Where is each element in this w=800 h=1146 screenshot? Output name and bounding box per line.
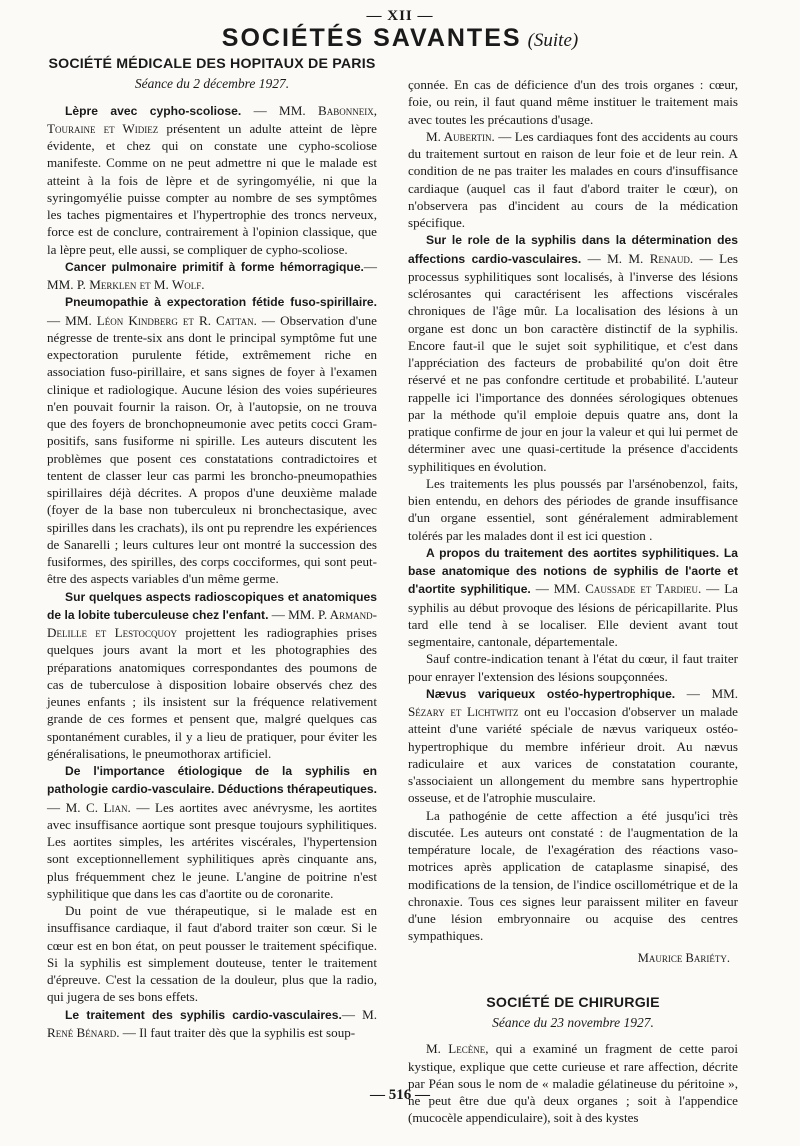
article-aubertin: M. Aubertin. — Les cardiaques font des accidents au cours du traitement surtout en raison de leur foie et de leur rein. A condition de ne pas traiter les malades en cours d'insuffisance cardiaque (auquel cas il faut d'abord traiter le cœur), on n'observera pas d'incident au cours de la médication spécifique.	[408, 128, 738, 230]
article-title: Nævus variqueux ostéo-hypertrophique.	[426, 686, 676, 701]
article-authors: M. M. Renaud.	[607, 250, 694, 266]
article-paragraph: Du point de vue thérapeutique, si le malade est en insuffisance cardiaque, il faut d'abord traiter son cœur. Si le cœur est en bon état, on peut pousser le traitement spécifique. Si la syphilis est simplement douteuse, tenter le traitement d'épreuve. C'est la cessation de la douleur, plus que la radio, qui jugera de ses bons effets.	[47, 903, 377, 1005]
society-heading: SOCIÉTÉ MÉDICALE DES HOPITAUX DE PARIS	[48, 56, 376, 72]
article-body: qui a examiné un fragment de cette paroi kystique, explique que cette curieuse et rare affection, décrite par Péan sous le nom de « maladie gélatineuse du péritoine », ne peut être due qu'à deux organes ; soit à l'appendice (mucocèle appendiculaire), soit à des kystes	[408, 1041, 738, 1126]
article-aortites: A propos du traitement des aortites syphilitiques. La base anatomique des notions de syphilis de l'aorte et d'aortite syphilitique. — MM. Caussade et Tardieu. — La syphilis au début provoque des lésions de péricapillarite. Plus tard elle tend à se localiser. Elle devient avant tout segmentaire, cantonale, départementale.	[408, 545, 738, 649]
article-paragraph: Sauf contre-indication tenant à l'état du cœur, il faut traiter pour enrayer l'extension des lésions soupçonnées.	[408, 651, 738, 684]
article-authors: M. C. Lian.	[65, 799, 131, 815]
article-title: Cancer pulmonaire primitif à forme hémorragique.	[65, 259, 364, 274]
society-heading: SOCIÉTÉ DE CHIRURGIE	[486, 994, 660, 1011]
article-title: Sur quelques aspects radioscopiques et anatomiques de la lobite tuberculeuse chez l'enfant.	[47, 589, 377, 622]
article-body: Les aortites avec anévrysme, les aortites avec insuffisance aortique sont presque toujours syphilitiques. Les aortites simples, les artérites viscérales, l'hypertension sont exceptionnellement syphilitiques après cinquante ans, plus fréquemment chez le jeune. L'angine de poitrine n'est syphilitique que dans les cas d'aortite ou de coronarite.	[47, 799, 378, 901]
seance-date: Séance du 23 novembre 1927.	[492, 1015, 654, 1030]
article-body: Les cardiaques font des accidents au cours du traitement surtout en raison de leur foie et de leur rein. A condition de ne pas traiter les malades en cours d'insuffisance cardiaque (auquel cas il faut d'abord traiter le cœur), on n'observera pas d'incident au cours de la médication spécifique.	[408, 128, 738, 230]
left-column	[47, 56, 377, 1041]
article-cancer: Cancer pulmonaire primitif à forme hémorragique.— MM. P. Merklen et M. Wolf.	[47, 258, 377, 292]
article-body: Observation d'une négresse de trente-six ans dont le principal symptôme fut une expectoration purulente fétide, extrêmement riche en association fuso-pirillaire, et sans signes de foyer à l'examen clinique et radiologique. Aucune lésion des voies supérieures n'en pouvait fournir la raison. Or, à l'autopsie, on ne trouva que des foyers de bronchopneumonie avec petits cocci Gram-positifs, sans fusiforme ni spirille. Les auteurs discutent les problèmes que posent ces constatations contradictoires et tentent de classer leur cas parmi les broncho-pneumopathies spirillaires déjà décrites. A propos d'une deuxième malade (foyer de la base non tuberculeux ni bronchectasique, avec spirilles dans les crachats), ils ont pu reprendre les expériences de Sanarelli ; leurs cultures leur ont montré la succession des fusiformes, des spirilles, des corps cocciformes, qui sont peut-être des aspects variables d'un même germe.	[47, 312, 377, 587]
article-lobite: Sur quelques aspects radioscopiques et anatomiques de la lobite tuberculeuse chez l'enfant. — MM. P. Armand-Delille et Lestocquoy projettent les radiographies prises quelques jours avant la mort et les photographies des préparations anatomiques correspondantes des poumons de cas de tuberculose à disposition lobaire observés chez des jeunes enfants ; ils insistent sur la fréquence relativement grande de ces formes et pensent que, malgré quelques cas spontanément curables, il y a lieu de pratiquer, pour éviter les généralisations, le pneumothorax artificiel.	[47, 589, 378, 761]
article-authors: MM. Sézary et Lichtwitz	[408, 685, 738, 719]
title-suite: (Suite)	[527, 30, 579, 51]
article-role-syphilis: Sur le role de la syphilis dans la détermination des affections cardio-vasculaires. — M. M. Renaud. — Les processus syphilitiques sont localisés, à l'inverse des lésions sclérosantes qui caractérisent les affections viscérales chroniques de l'âge mûr. La localisation des lésions à un organe est donc un bon caractère distinctif de la syphilis. Encore faut-il que le sujet soit syphilitique, et c'est dans l'appréciation des facteurs de probabilité qu'on doit être réservé et ne pas confondre certitude et probabilité. L'auteur rappelle ici l'importance des données sérologiques obtenues par la méthode qu'il emploie depuis quatre ans, dont la pratique confirme de jour en jour la valeur et qui lui permet de déterminer avec une quasi-certitude la présence d'accidents syphilitiques en évolution.	[408, 233, 739, 474]
article-body: projettent les radiographies prises quelques jours avant la mort et les photographies des préparations anatomiques correspondantes des poumons de cas de tuberculose à disposition lobaire observés chez des jeunes enfants ; ils insistent sur la fréquence relativement grande de ces formes et pensent que, malgré quelques cas spontanément curables, il y a lieu de pratiquer, pour éviter les généralisations, le pneumothorax artificiel.	[47, 625, 377, 761]
article-authors: MM. Caussade et Tardieu.	[553, 581, 702, 597]
article-pneumopathie: Pneumopathie à expectoration fétide fuso-spirillaire. — MM. Léon Kindberg et R. Cattan. — Observation d'une négresse de trente-six ans dont le principal symptôme fut une expectoration purulente fétide, extrêmement riche en association fuso-pirillaire, et sans signes de foyer à l'examen clinique et radiologique. Aucune lésion des voies supérieures n'en pouvait fournir la raison. Or, à l'autopsie, on ne trouva que des foyers de bronchopneumonie avec petits cocci Gram-positifs, sans fusiforme ni spirille. Les auteurs discutent les problèmes que posent ces constatations contradictoires et tentent de classer leur cas parmi les broncho-pneumopathies spirillaires déjà décrites. A propos d'une deuxième malade (foyer de la base non tuberculeux ni bronchectasique, avec spirilles dans les crachats), ils ont pu reprendre les expériences de Sanarelli ; leurs cultures leur ont montré la succession des fusiformes, des spirilles, des corps cocciformes, qui sont peut-être des aspects variables d'un même germe.	[47, 295, 377, 587]
article-authors: M. Lecène,	[426, 1041, 489, 1057]
article-body: Les processus syphilitiques sont localisés, à l'inverse des lésions sclérosantes qui caractérisent les affections viscérales chroniques de l'âge mûr. La localisation des lésions à un organe est donc un bon caractère distinctif de la syphilis. Encore faut-il que le sujet soit syphilitique, et c'est dans l'appréciation des facteurs de probabilité qu'on doit être réservé et ne pas confondre certitude et probabilité. L'auteur rappelle ici l'importance des données sérologiques obtenues par la méthode qu'il emploie depuis quatre ans, dont la pratique confirme de jour en jour la valeur et qui lui permet de déterminer avec une quasi-certitude la présence d'accidents syphilitiques en évolution.	[408, 250, 739, 474]
right-column	[408, 76, 738, 1127]
article-title: Lèpre avec cypho-scoliose.	[65, 103, 242, 118]
article-title: De l'importance étiologique de la syphilis en pathologie cardio-vasculaire. Déductions thérapeutiques.	[47, 764, 377, 797]
article-body: ont eu l'occasion d'observer un malade atteint d'une variété spéciale de nævus variqueux ostéo-hypertrophique du membre inférieur droit. Au nævus radiculaire et aux varices de constatation courante, s'associaient un allongement du membre sans hypertrophie osseuse, et de l'atrophie musculaire.	[408, 704, 738, 806]
article-title: Sur le role de la syphilis dans la détermination des affections cardio-vasculaires.	[408, 233, 738, 266]
page-number: — 516 —	[370, 1087, 430, 1103]
article-paragraph: Les traitements les plus poussés par l'arsénobenzol, faits, bien entendu, en dehors des périodes de grande insuffisance d'un organe essentiel, sont généralement admirablement tolérés par les malades dont il est ici question .	[408, 475, 738, 543]
article-authors: MM. Babonneix, Touraine et Widiez	[47, 102, 377, 136]
article-body: présentent un adulte atteint de lèpre évidente, et chez qui on constate une cypho-scoliose manifeste. Comme on ne peut admettre ni que le malade est atteint à la fois de lèpre et de syringomyélie, ni que la syringomyélie puisse compter au nombre de ses symptômes les taches pigmentaires et l'hypertrophie des troncs nerveux, force est de conclure, contrairement à l'opinion classique, que la lèpre peut, elle aussi, se compliquer de cypho-scoliose.	[47, 120, 377, 257]
article-paragraph: La pathogénie de cette affection a été jusqu'ici très discutée. Les auteurs ont constaté : de l'augmentation de la température locale, de l'exagération des réactions vaso-motrices après application de cataplasme sinapisé, des modifications de la tension, de l'indice oscillométrique et de la chronaxie. Tous ces signes leur paraissent militer en faveur d'une lésion embryonnaire ou acquise des centres sympathiques.	[408, 807, 738, 944]
article-authors: MM. P. Merklen et M. Wolf.	[47, 277, 205, 292]
article-authors: M. René Bénard.	[47, 1006, 377, 1040]
title-main: SOCIÉTÉS SAVANTES	[221, 24, 522, 52]
chirurgie-section	[408, 995, 738, 1127]
article-continuation: çonnée. En cas de déficience d'un des trois organes : cœur, foie, ou rein, il faut quand même instituer le traitement mais avec toutes les précautions d'usage.	[408, 77, 738, 127]
article-title: Pneumopathie à expectoration fétide fuso-spirillaire.	[65, 295, 377, 310]
signature: Maurice Bariéty.	[637, 950, 730, 965]
page-title	[0, 24, 800, 53]
article-lecene	[408, 1040, 738, 1126]
article-authors: MM. P. Armand-Delille et Lestocquoy	[47, 606, 378, 640]
article-naevus: Nævus variqueux ostéo-hypertrophique. — MM. Sézary et Lichtwitz ont eu l'occasion d'observer un malade atteint d'une variété spéciale de nævus variqueux ostéo-hypertrophique du membre inférieur droit. Au nævus radiculaire et aux varices de constatation courante, s'associaient un allongement du membre sans hypertrophie osseuse, et de l'atrophie musculaire.	[408, 685, 738, 806]
article-body: Il faut traiter dès que la syphilis est soup-	[139, 1024, 356, 1040]
article-authors: MM. Léon Kindberg et R. Cattan.	[65, 312, 257, 328]
article-syphilis-pathologie: De l'importance étiologique de la syphilis en pathologie cardio-vasculaire. Déductions thérapeutiques. — M. C. Lian. — Les aortites avec anévrysme, les aortites avec insuffisance aortique sont presque toujours syphilitiques. Les aortites simples, les artérites viscérales, l'hypertension sont exceptionnellement syphilitiques après cinquante ans, plus fréquemment chez le jeune. L'angine de poitrine n'est syphilitique que dans les cas d'aortite ou de coronarite.	[47, 764, 378, 901]
roman-page-number: — XII —	[366, 8, 434, 24]
article-traitement: Le traitement des syphilis cardio-vasculaires.— M. René Bénard. — Il faut traiter dès que la syphilis est soup-	[47, 1006, 377, 1040]
article-body: La syphilis au début provoque des lésions de péricapillarite. Plus tard elle tend à se localiser. Elle devient avant tout segmentaire, cantonale, départementale.	[408, 581, 738, 649]
article-authors: M. Aubertin.	[426, 128, 495, 144]
article-lepre: Lèpre avec cypho-scoliose. — MM. Babonneix, Touraine et Widiez présentent un adulte atteint de lèpre évidente, et chez qui on constate une cypho-scoliose manifeste. Comme on ne peut admettre ni que le malade est atteint à la fois de lèpre et de syringomyélie, ni que la syringomyélie puisse compter au nombre de ses symptômes les taches pigmentaires et l'hypertrophie des troncs nerveux, force est de conclure, contrairement à l'opinion classique, que la lèpre peut, elle aussi, se compliquer de cypho-scoliose.	[47, 102, 377, 257]
article-title: Le traitement des syphilis cardio-vasculaires.	[65, 1007, 342, 1022]
seance-date: Séance du 2 décembre 1927.	[134, 76, 290, 92]
article-title: A propos du traitement des aortites syphilitiques. La base anatomique des notions de syphilis de l'aorte et d'aortite syphilitique.	[408, 545, 738, 597]
